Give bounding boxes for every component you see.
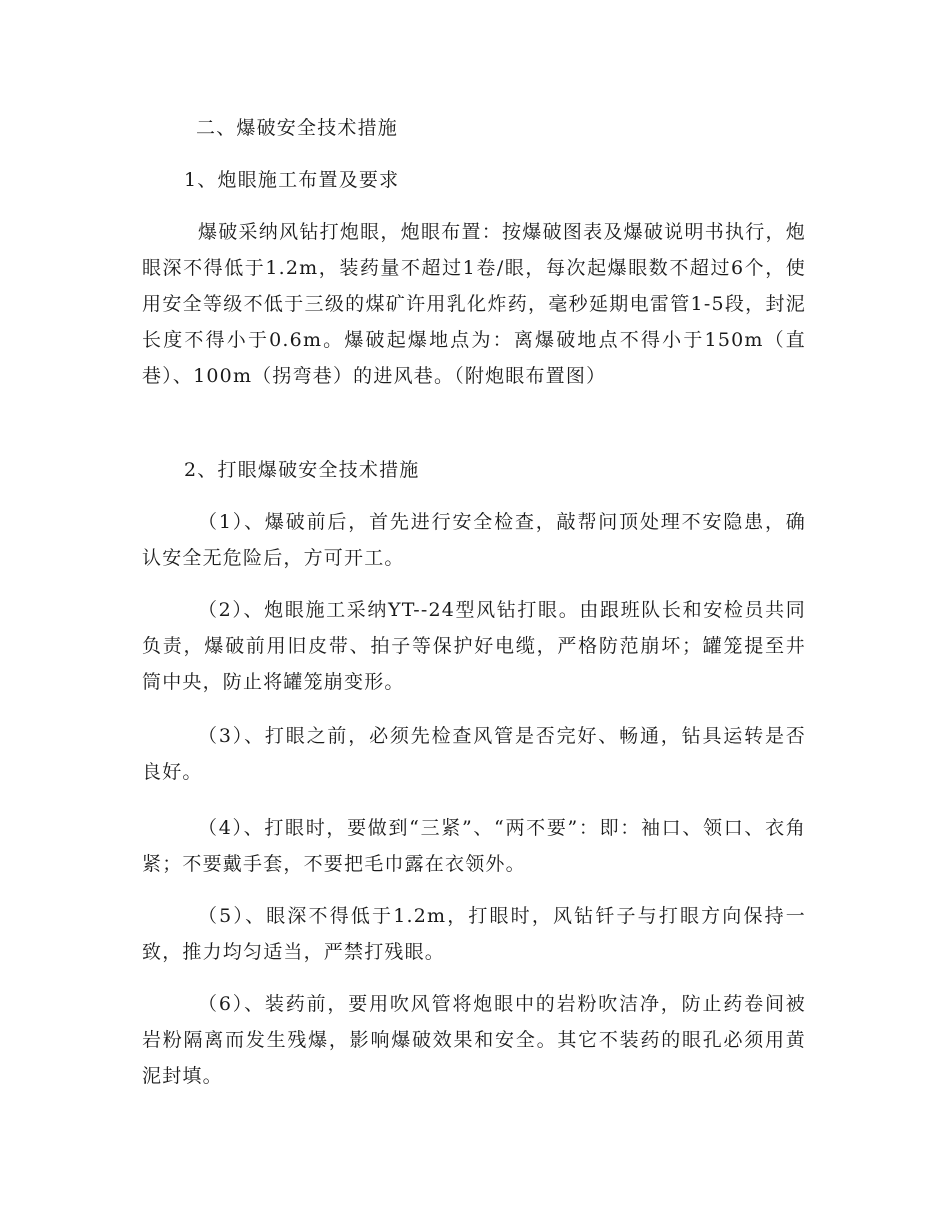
subsection-1-paragraph: 爆破采纳风钻打炮眼，炮眼布置：按爆破图表及爆破说明书执行，炮眼深不得低于1.2m，装药量不超过1卷/眼，每次起爆眼数不超过6个，使用安全等级不低于三级的煤矿许用乳化炸药，毫秒延期电雷管1-5段，封泥长度不得小于0.6m。爆破起爆地点为：离爆破地点不得小于150m（直巷）、100m（拐弯巷）的进风巷。（附炮眼布置图） xyxy=(142,221,806,387)
measure-item-3: （3）、打眼之前，必须先检查风管是否完好、畅通，钻具运转是否良好。 xyxy=(142,725,806,783)
section-heading: 二、爆破安全技术措施 xyxy=(196,117,399,139)
measure-item-6: （6）、装药前，要用吹风管将炮眼中的岩粉吹洁净，防止药卷间被岩粉隔离而发生残爆，影响爆破效果和安全。其它不装药的眼孔必须用黄泥封填。 xyxy=(142,993,806,1087)
measure-item-1: （1）、爆破前后，首先进行安全检查，敲帮问顶处理不安隐患，确认安全无危险后，方可开工。 xyxy=(142,511,806,569)
measure-item-4: （4）、打眼时，要做到“三紧”、“两不要”：即：袖口、领口、衣角紧；不要戴手套，不要把毛巾露在衣领外。 xyxy=(142,817,806,875)
subsection-1-heading: 1、炮眼施工布置及要求 xyxy=(184,169,400,191)
measure-item-2: （2）、炮眼施工采纳YT--24型风钻打眼。由跟班队长和安检员共同负责，爆破前用旧皮带、拍子等保护好电缆，严格防范崩坏；罐笼提至井筒中央，防止将罐笼崩变形。 xyxy=(142,599,806,693)
subsection-2-heading: 2、打眼爆破安全技术措施 xyxy=(184,459,420,481)
measure-item-5: （5）、眼深不得低于1.2m，打眼时，风钻钎子与打眼方向保持一致，推力均匀适当，严禁打残眼。 xyxy=(142,905,806,963)
